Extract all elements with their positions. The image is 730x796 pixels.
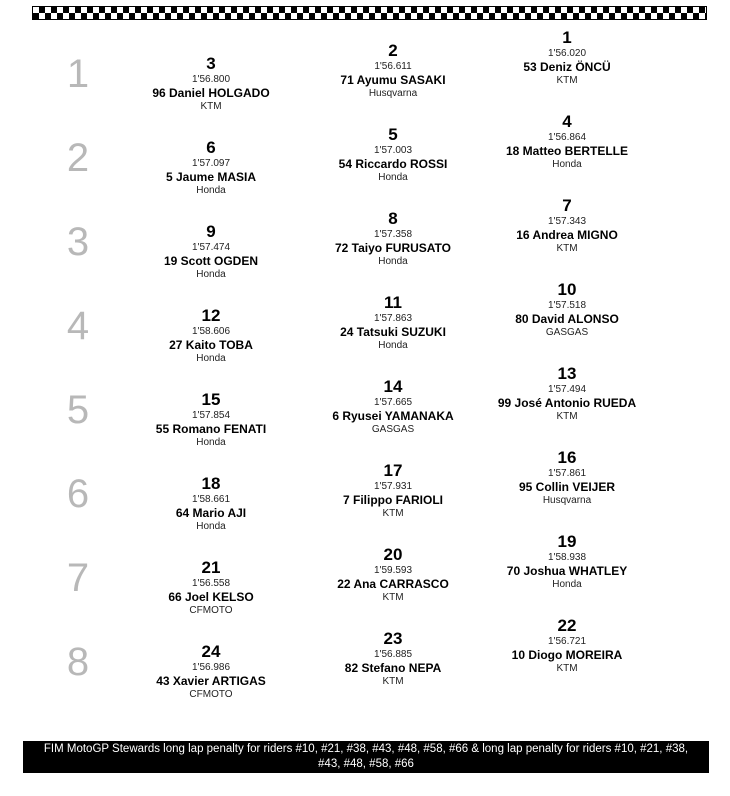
grid-slot — [477, 197, 657, 255]
grid-position: 24 — [201, 642, 221, 661]
grid-position: 13 — [557, 364, 577, 383]
grid-slot — [477, 365, 657, 423]
rider-name: 66 Joel KELSO — [168, 590, 254, 604]
grid-slot — [477, 281, 657, 339]
rider-name: 99 José Antonio RUEDA — [497, 396, 637, 410]
grid-slot — [121, 475, 301, 533]
grid-position: 17 — [383, 461, 403, 480]
team-name: CFMOTO — [189, 605, 233, 616]
grid-position: 3 — [206, 54, 216, 73]
stewards-note-line-2: #43, #48, #58, #66 — [318, 758, 414, 770]
lap-time: 1'57.474 — [191, 242, 231, 253]
lap-time: 1'57.861 — [547, 468, 587, 479]
rider-name: 72 Taiyo FURUSATO — [334, 241, 452, 255]
rider-name: 70 Joshua WHATLEY — [506, 564, 628, 578]
grid-slot — [121, 223, 301, 281]
team-name: Honda — [378, 340, 408, 351]
grid-slot — [303, 546, 483, 604]
rider-name: 6 Ryusei YAMANAKA — [332, 409, 454, 423]
lap-time: 1'58.661 — [191, 494, 231, 505]
lap-time: 1'57.863 — [373, 313, 413, 324]
team-name: KTM — [556, 411, 578, 422]
team-name: Honda — [196, 521, 226, 532]
grid-slot — [121, 307, 301, 365]
team-name: CFMOTO — [189, 689, 233, 700]
lap-time: 1'58.938 — [547, 552, 587, 563]
grid-row-number: 3 — [66, 220, 90, 264]
grid-slot — [477, 29, 657, 87]
grid-row-number: 5 — [66, 388, 90, 432]
grid-slot — [477, 533, 657, 591]
grid-position: 16 — [557, 448, 577, 467]
lap-time: 1'57.494 — [547, 384, 587, 395]
grid-position: 4 — [562, 112, 572, 131]
chequered-flag-banner — [32, 6, 707, 20]
grid-slot — [303, 378, 483, 436]
lap-time: 1'56.864 — [547, 132, 587, 143]
team-name: Husqvarna — [542, 495, 592, 506]
lap-time: 1'56.721 — [547, 636, 587, 647]
rider-name: 16 Andrea MIGNO — [516, 228, 618, 242]
team-name: KTM — [556, 243, 578, 254]
grid-slot — [303, 42, 483, 100]
rider-name: 27 Kaito TOBA — [169, 338, 253, 352]
grid-row-number: 6 — [66, 472, 90, 516]
stewards-note — [23, 741, 709, 773]
team-name: Honda — [552, 159, 582, 170]
lap-time: 1'57.097 — [191, 158, 231, 169]
team-name: KTM — [556, 75, 578, 86]
rider-name: 24 Tatsuki SUZUKI — [340, 325, 446, 339]
grid-position: 9 — [206, 222, 216, 241]
grid-position: 22 — [557, 616, 577, 635]
grid-slot — [477, 449, 657, 507]
team-name: Honda — [196, 437, 226, 448]
grid-row-number: 1 — [66, 52, 90, 96]
grid-position: 10 — [557, 280, 577, 299]
rider-name: 7 Filippo FARIOLI — [343, 493, 443, 507]
grid-slot — [121, 55, 301, 113]
team-name: Honda — [378, 172, 408, 183]
grid-position: 11 — [384, 293, 402, 312]
grid-slot — [121, 139, 301, 197]
grid-slot — [303, 630, 483, 688]
grid-slot — [477, 113, 657, 171]
rider-name: 82 Stefano NEPA — [344, 661, 442, 675]
grid-slot — [303, 126, 483, 184]
grid-row-number: 7 — [66, 556, 90, 600]
grid-slot — [303, 294, 483, 352]
lap-time: 1'56.800 — [191, 74, 231, 85]
grid-slot — [477, 617, 657, 675]
grid-position: 5 — [388, 125, 398, 144]
team-name: GASGAS — [545, 327, 589, 338]
team-name: Honda — [196, 353, 226, 364]
rider-name: 54 Riccardo ROSSI — [338, 157, 448, 171]
rider-name: 22 Ana CARRASCO — [337, 577, 449, 591]
grid-slot — [303, 462, 483, 520]
lap-time: 1'59.593 — [373, 565, 413, 576]
team-name: Honda — [196, 269, 226, 280]
lap-time: 1'56.020 — [547, 48, 587, 59]
rider-name: 18 Matteo BERTELLE — [505, 144, 628, 158]
grid-position: 12 — [201, 306, 221, 325]
rider-name: 53 Deniz ÖNCÜ — [523, 60, 611, 74]
lap-time: 1'58.606 — [191, 326, 231, 337]
grid-position: 20 — [383, 545, 403, 564]
grid-position: 8 — [388, 209, 398, 228]
team-name: GASGAS — [371, 424, 415, 435]
lap-time: 1'56.558 — [191, 578, 231, 589]
grid-position: 15 — [201, 390, 221, 409]
team-name: Honda — [552, 579, 582, 590]
grid-position: 18 — [201, 474, 221, 493]
team-name: KTM — [556, 663, 578, 674]
lap-time: 1'56.986 — [191, 662, 231, 673]
grid-position: 2 — [388, 41, 398, 60]
rider-name: 10 Diogo MOREIRA — [511, 648, 623, 662]
grid-slot — [303, 210, 483, 268]
rider-name: 96 Daniel HOLGADO — [152, 86, 270, 100]
lap-time: 1'57.003 — [373, 145, 413, 156]
lap-time: 1'57.931 — [373, 481, 413, 492]
lap-time: 1'57.358 — [373, 229, 413, 240]
grid-position: 23 — [383, 629, 403, 648]
rider-name: 5 Jaume MASIA — [165, 170, 257, 184]
grid-slot — [121, 643, 301, 701]
lap-time: 1'57.665 — [373, 397, 413, 408]
grid-row-number: 2 — [66, 136, 90, 180]
grid-position: 19 — [557, 532, 577, 551]
rider-name: 43 Xavier ARTIGAS — [156, 674, 266, 688]
lap-time: 1'57.854 — [191, 410, 231, 421]
grid-slot — [121, 391, 301, 449]
grid-position: 1 — [562, 28, 572, 47]
stewards-note-line-1: FIM MotoGP Stewards long lap penalty for riders #10, #21, #38, #43, #48, #58, #66 & long lap penalty for riders #10, #21, #38, — [43, 743, 689, 755]
lap-time: 1'56.611 — [374, 61, 412, 72]
team-name: KTM — [382, 592, 404, 603]
team-name: KTM — [382, 508, 404, 519]
rider-name: 64 Mario AJI — [175, 506, 247, 520]
lap-time: 1'57.343 — [547, 216, 587, 227]
team-name: KTM — [200, 101, 222, 112]
rider-name: 19 Scott OGDEN — [163, 254, 259, 268]
grid-position: 6 — [206, 138, 216, 157]
lap-time: 1'57.518 — [547, 300, 587, 311]
grid-position: 21 — [201, 558, 221, 577]
grid-slot — [121, 559, 301, 617]
team-name: Husqvarna — [368, 88, 418, 99]
grid-position: 7 — [562, 196, 572, 215]
lap-time: 1'56.885 — [373, 649, 413, 660]
team-name: Honda — [196, 185, 226, 196]
rider-name: 55 Romano FENATI — [155, 422, 267, 436]
grid-position: 14 — [383, 377, 403, 396]
grid-row-number: 8 — [66, 640, 90, 684]
rider-name: 71 Ayumu SASAKI — [340, 73, 446, 87]
team-name: Honda — [378, 256, 408, 267]
team-name: KTM — [382, 676, 404, 687]
rider-name: 80 David ALONSO — [515, 312, 619, 326]
rider-name: 95 Collin VEIJER — [518, 480, 616, 494]
grid-row-number: 4 — [66, 304, 90, 348]
